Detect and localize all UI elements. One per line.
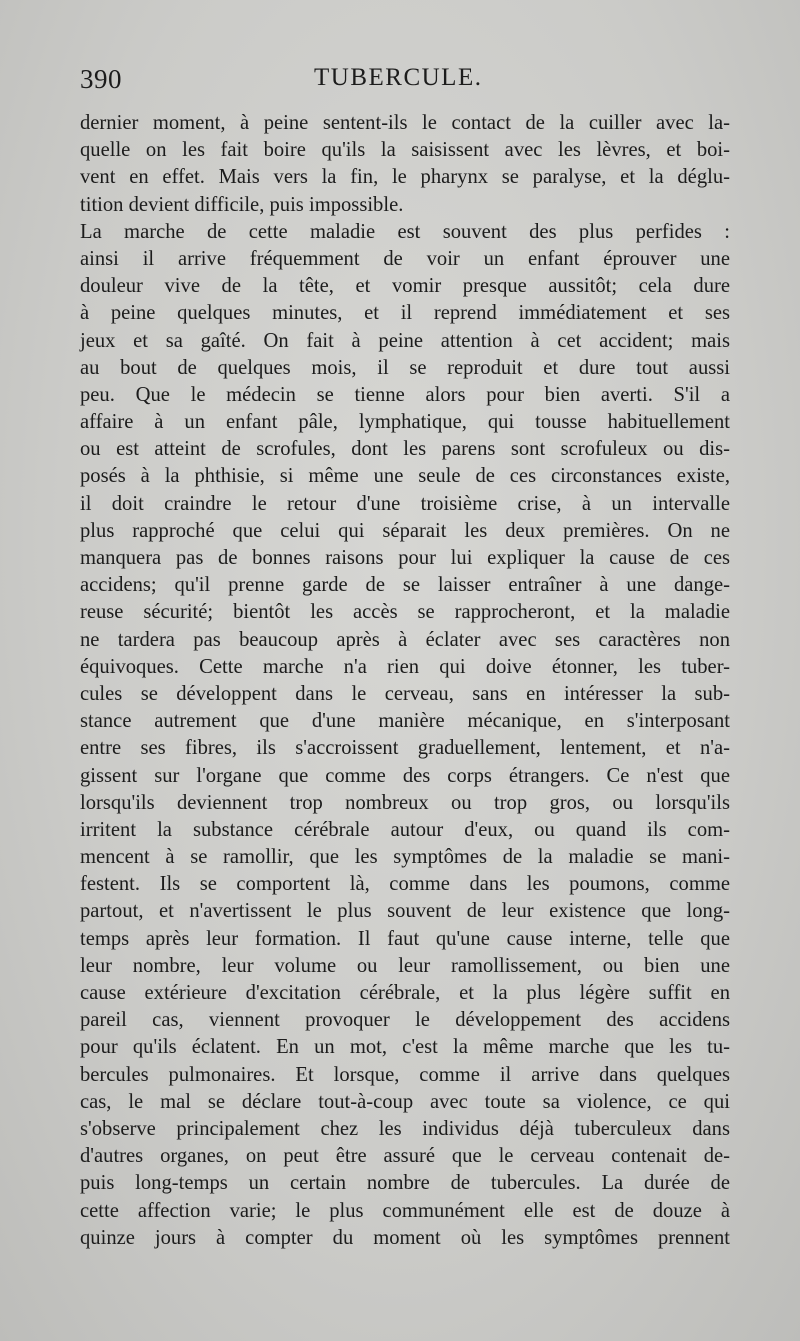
text-line: peu. Que le médecin se tienne alors pour bien averti. S'il a xyxy=(80,383,730,406)
text-line: ainsi il arrive fréquemment de voir un enfant éprouver une xyxy=(80,247,730,270)
text-line: mencent à se ramollir, que les symptômes de la maladie se mani- xyxy=(80,846,730,869)
text-line: stance autrement que d'une manière mécanique, en s'interposant xyxy=(80,710,730,733)
text-line: vent en effet. Mais vers la fin, le pharynx se paralyse, et la déglu- xyxy=(80,166,730,189)
text-line: lorsqu'ils deviennent trop nombreux ou trop gros, ou lorsqu'ils xyxy=(80,791,730,814)
text-line: quinze jours à compter du moment où les symptômes prennent xyxy=(80,1226,730,1249)
text-line: cas, le mal se déclare tout-à-coup avec toute sa violence, ce qui xyxy=(80,1090,730,1113)
text-line: il doit craindre le retour d'une troisième crise, à un intervalle xyxy=(80,492,730,515)
text-line: cause extérieure d'excitation cérébrale, et la plus légère suffit en xyxy=(80,982,730,1004)
text-line: La marche de cette maladie est souvent des plus perfides : xyxy=(80,220,730,243)
text-line: gissent sur l'organe que comme des corps étrangers. Ce n'est que xyxy=(80,764,730,787)
text-line: affaire à un enfant pâle, lymphatique, qui tousse habituellement xyxy=(80,411,730,434)
text-line: s'observe principalement chez les individus déjà tuberculeux dans xyxy=(80,1117,730,1140)
text-line: à peine quelques minutes, et il reprend immédiatement et ses xyxy=(80,302,730,325)
text-line: ne tardera pas beaucoup après à éclater avec ses caractères non xyxy=(80,628,730,651)
paragraph-1 xyxy=(80,110,730,219)
text-line: partout, et n'avertissent le plus souvent de leur existence que long- xyxy=(80,900,730,923)
text-line: bercules pulmonaires. Et lorsque, comme il arrive dans quelques xyxy=(80,1063,730,1086)
text-line: reuse sécurité; bientôt les accès se rapprocheront, et la maladie xyxy=(80,601,730,624)
text-line: pour qu'ils éclatent. En un mot, c'est la même marche que les tu- xyxy=(80,1036,730,1059)
text-line: équivoques. Cette marche n'a rien qui doive étonner, les tuber- xyxy=(80,655,730,678)
text-line: tition devient difficile, puis impossible. xyxy=(80,193,404,216)
page-number: 390 xyxy=(80,64,122,94)
text-line: ou est atteint de scrofules, dont les parens sont scrofuleux ou dis- xyxy=(80,438,730,461)
text-line: cette affection varie; le plus communément elle est de douze à xyxy=(80,1199,730,1222)
text-line: festent. Ils se comportent là, comme dans les poumons, comme xyxy=(80,873,730,896)
text-line: plus rapproché que celui qui séparait les deux premières. On ne xyxy=(80,519,730,542)
page-header xyxy=(80,60,730,100)
text-line: irritent la substance cérébrale autour d'eux, ou quand ils com- xyxy=(80,818,730,841)
text-line: entre ses fibres, ils s'accroissent graduellement, lentement, et n'a- xyxy=(80,737,730,760)
text-line: pareil cas, viennent provoquer le développement des accidens xyxy=(80,1009,730,1032)
running-title: TUBERCULE. xyxy=(314,64,483,91)
text-line: cules se développent dans le cerveau, sans en intéresser la sub- xyxy=(80,682,730,705)
body-text xyxy=(80,110,730,1252)
text-line: accidens; qu'il prenne garde de se laisser entraîner à une dange- xyxy=(80,574,730,597)
text-line: d'autres organes, on peut être assuré que le cerveau contenait de- xyxy=(80,1145,730,1168)
text-line: puis long-temps un certain nombre de tubercules. La durée de xyxy=(80,1172,730,1195)
paragraph-2 xyxy=(80,219,730,1252)
text-line: posés à la phthisie, si même une seule de ces circonstances existe, xyxy=(80,465,730,488)
text-line: quelle on les fait boire qu'ils la saisissent avec les lèvres, et boi- xyxy=(80,139,730,162)
text-line: leur nombre, leur volume ou leur ramollissement, ou bien une xyxy=(80,954,730,977)
text-line: manquera pas de bonnes raisons pour lui expliquer la cause de ces xyxy=(80,547,730,569)
text-line: douleur vive de la tête, et vomir presque aussitôt; cela dure xyxy=(80,275,730,298)
text-line: au bout de quelques mois, il se reproduit et dure tout aussi xyxy=(80,356,730,379)
text-line: jeux et sa gaîté. On fait à peine attention à cet accident; mais xyxy=(80,329,730,352)
text-line: temps après leur formation. Il faut qu'une cause interne, telle que xyxy=(80,927,730,950)
text-line: dernier moment, à peine sentent-ils le contact de la cuiller avec la- xyxy=(80,112,730,134)
